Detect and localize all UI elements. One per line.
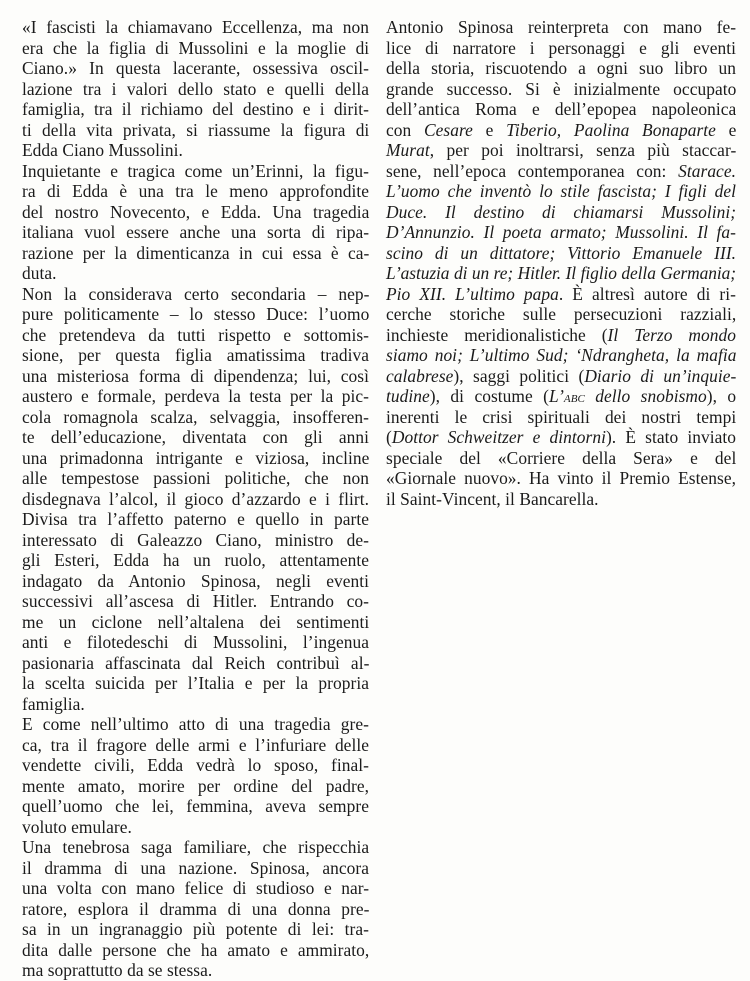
book-title-text: L’astuzia di un re; Hitler. Il figlio della Germania; bbox=[386, 263, 736, 283]
synopsis-line: ra di Edda è una tra le meno approfondite bbox=[22, 181, 369, 201]
bio-text: cerche storiche sulle persecuzioni razziali, bbox=[386, 304, 737, 324]
synopsis-line: alle tempestose passioni politiche, che non bbox=[22, 468, 369, 488]
synopsis-line: lazione tra i valori dello stato e quelli della bbox=[22, 78, 369, 99]
synopsis-line: Non la considerava certo secondaria – nep- bbox=[22, 283, 370, 304]
author-bio-line bbox=[386, 120, 736, 141]
synopsis-line: era che la figlia di Mussolini e la moglie di bbox=[22, 37, 370, 58]
book-title-text: calabrese bbox=[386, 365, 454, 386]
bio-text: e bbox=[472, 119, 507, 140]
synopsis-line: Inquietante e tragica come un’Erinni, la figu- bbox=[22, 160, 369, 181]
synopsis-line: pure politicamente – lo stesso Duce: l’uomo bbox=[22, 304, 370, 324]
author-bio-line bbox=[386, 181, 736, 202]
book-title-text: Tiberio, Paolina Bonaparte bbox=[506, 119, 716, 140]
synopsis-line: sa in un ingranaggio più potente di lei: tra- bbox=[22, 919, 369, 939]
bio-text: e bbox=[715, 119, 737, 140]
synopsis-line: la scelta suicida per l’Italia e per la propria bbox=[22, 673, 369, 693]
bio-text: ), saggi politici ( bbox=[453, 365, 585, 386]
synopsis-line: razione per la dimenticanza in cui essa è ca- bbox=[22, 242, 370, 263]
author-bio-line bbox=[386, 263, 736, 284]
synopsis-line: gli Esteri, Edda ha un ruolo, attentamente bbox=[22, 550, 369, 570]
synopsis-line: pasionaria affascinata dal Reich contribuì al- bbox=[22, 652, 370, 673]
bio-text: ), di costume ( bbox=[429, 386, 549, 406]
bio-text: grande successo. Si è inizialmente occupato bbox=[386, 78, 737, 99]
author-bio-line bbox=[386, 345, 736, 366]
author-bio-line bbox=[386, 284, 736, 305]
bio-text: ), o bbox=[706, 386, 737, 406]
bio-text: ( bbox=[386, 427, 392, 447]
bio-text: , per poi inoltrarsi, senza più staccar- bbox=[429, 140, 737, 160]
book-title-text: L’ bbox=[549, 386, 564, 406]
book-title-text: dello snobismo bbox=[584, 386, 707, 406]
book-title-text: L’uomo che inventò lo stile fascista; I figli del bbox=[386, 181, 736, 201]
synopsis-line: italiana vuol essere anche una sorta di ripa- bbox=[22, 222, 370, 242]
author-bio-line bbox=[386, 448, 736, 469]
author-bio-line bbox=[386, 325, 736, 346]
book-title-text: scino di un dittatore; Vittorio Emanuele III. bbox=[386, 242, 737, 263]
synopsis-line: una volta con mano felice di studioso e nar- bbox=[22, 878, 370, 898]
bio-text: lice di narratore i personaggi e gli eventi bbox=[386, 37, 736, 58]
bio-text: il Saint-Vincent, il Bancarella. bbox=[386, 488, 599, 509]
book-title-text: Murat bbox=[386, 140, 430, 160]
book-title-text: Pio XII. L’ultimo papa bbox=[386, 283, 559, 304]
author-bio-line bbox=[386, 99, 736, 120]
synopsis-line: duta. bbox=[22, 263, 57, 283]
book-title-text: Cesare bbox=[424, 119, 473, 140]
book-title-text: siamo noi; L’ultimo Sud; ‘Ndrangheta, la mafia bbox=[386, 345, 737, 365]
synopsis-line: successivi all’ascesa di Hitler. Entrando co- bbox=[22, 591, 369, 611]
author-bio-line bbox=[386, 407, 736, 428]
bio-text: Antonio Spinosa reinterpreta con mano fe- bbox=[386, 17, 737, 37]
synopsis-line: famiglia, tra il richiamo del destino e i dirit- bbox=[22, 99, 369, 119]
bio-text: dell’antica Roma e dell’epopea napoleonica bbox=[386, 99, 737, 119]
synopsis-line: il dramma di una nazione. Spinosa, ancora bbox=[22, 857, 369, 878]
bio-text: inerenti le crisi spirituali dei nostri tempi bbox=[386, 406, 737, 427]
synopsis-line: ti della vita privata, si riassume la figura di bbox=[22, 119, 370, 140]
bio-text: della storia, riscuotendo a ogni suo libro un bbox=[386, 58, 736, 78]
author-bio-line bbox=[386, 366, 736, 387]
synopsis-line: dita dalle persone che ha amato e ammirato, bbox=[22, 939, 370, 960]
synopsis-line: sione, per questa figlia amatissima tradiva bbox=[22, 345, 369, 365]
bio-text: inchieste meridionalistiche ( bbox=[386, 324, 608, 345]
synopsis-line: del nostro Novecento, e Edda. Una tragedia bbox=[22, 201, 370, 222]
book-title-text: Diario di un’inquie- bbox=[584, 365, 737, 386]
synopsis-line: mente amato, morire per ordine del padre, bbox=[22, 775, 369, 796]
synopsis-line: Una tenebrosa saga familiare, che rispecchia bbox=[22, 837, 370, 857]
bio-text: sene, nell’epoca contemporanea con: bbox=[386, 160, 679, 181]
synopsis-line: una primadonna intrigante e viziosa, incline bbox=[22, 447, 370, 468]
bio-text: ). È stato inviato bbox=[605, 427, 736, 447]
author-bio-line bbox=[386, 243, 736, 264]
book-title-text: D’Annunzio. Il poeta armato; Mussolini. Il fa- bbox=[386, 222, 736, 242]
author-bio-line bbox=[386, 222, 736, 243]
author-bio-line bbox=[386, 140, 736, 161]
author-bio-line bbox=[386, 161, 736, 182]
synopsis-line: anti e filotedeschi di Mussolini, l’ingenua bbox=[22, 632, 369, 652]
book-title-text: Starace. bbox=[678, 160, 736, 181]
synopsis-line: «I fascisti la chiamavano Eccellenza, ma non bbox=[22, 17, 369, 37]
author-bio-line bbox=[386, 386, 736, 407]
author-bio-line bbox=[386, 38, 736, 59]
author-bio-line bbox=[386, 489, 736, 510]
book-title-text: Duce. Il destino di chiamarsi Mussolini; bbox=[386, 201, 737, 222]
synopsis-line: me un ciclone nell’altalena dei sentimenti bbox=[22, 611, 370, 632]
book-title-text: Dottor Schweitzer e dintorni bbox=[391, 427, 606, 447]
synopsis-line: ca, tra il fragore delle armi e l’infuriare delle bbox=[22, 734, 369, 755]
synopsis-line: voluto emulare. bbox=[22, 816, 132, 837]
synopsis-line: Divisa tra l’affetto paterno e quello in parte bbox=[22, 509, 369, 529]
author-bio-line bbox=[386, 17, 736, 38]
bio-text: con bbox=[386, 119, 424, 140]
author-bio-line bbox=[386, 58, 736, 79]
synopsis-line: famiglia. bbox=[22, 693, 85, 714]
synopsis-line: ratore, esplora il dramma di una donna pre- bbox=[22, 898, 370, 919]
synopsis-line: cola romagnola scalza, selvaggia, insofferen- bbox=[22, 406, 369, 427]
synopsis-line: indagato da Antonio Spinosa, negli eventi bbox=[22, 570, 369, 591]
book-title-text: abc bbox=[563, 389, 585, 406]
synopsis-line: disdegnava l’alcol, il gioco d’azzardo e i flirt. bbox=[22, 488, 369, 509]
author-bio-column bbox=[386, 17, 736, 509]
author-bio-line bbox=[386, 202, 736, 223]
synopsis-line: quell’uomo che lei, femmina, aveva sempre bbox=[22, 796, 369, 816]
author-bio-line bbox=[386, 79, 736, 100]
synopsis-line: te dell’educazione, diventata con gli anni bbox=[22, 427, 369, 447]
synopsis-line: austero e formale, perdeva la testa per la pic- bbox=[22, 386, 369, 406]
bio-text: speciale del «Corriere della Sera» e del bbox=[386, 447, 737, 468]
synopsis-line: ma soprattutto da se stessa. bbox=[22, 960, 213, 980]
bio-text: . È altresì autore di ri- bbox=[558, 283, 736, 304]
synopsis-line: che pretendeva da tutti rispetto e sottomis- bbox=[22, 324, 369, 345]
synopsis-line: una misteriosa forma di dipendenza; lui, così bbox=[22, 365, 369, 386]
author-bio-line bbox=[386, 427, 736, 448]
author-bio-line bbox=[386, 468, 736, 489]
synopsis-column bbox=[22, 17, 369, 981]
synopsis-line: interessato di Galeazzo Ciano, ministro de- bbox=[22, 529, 369, 550]
book-title-text: Il Terzo mondo bbox=[607, 324, 736, 345]
bio-text: «Giornale nuovo». Ha vinto il Premio Estense, bbox=[386, 468, 736, 488]
book-title-text: tudine bbox=[386, 386, 430, 406]
synopsis-line: Edda Ciano Mussolini. bbox=[22, 140, 183, 160]
synopsis-line: Ciano.» In questa lacerante, ossessiva oscil- bbox=[22, 58, 369, 78]
synopsis-line: E come nell’ultimo atto di una tragedia gre- bbox=[22, 714, 369, 734]
author-bio-line bbox=[386, 304, 736, 325]
synopsis-line: vendette civili, Edda vedrà lo sposo, final- bbox=[22, 755, 369, 775]
